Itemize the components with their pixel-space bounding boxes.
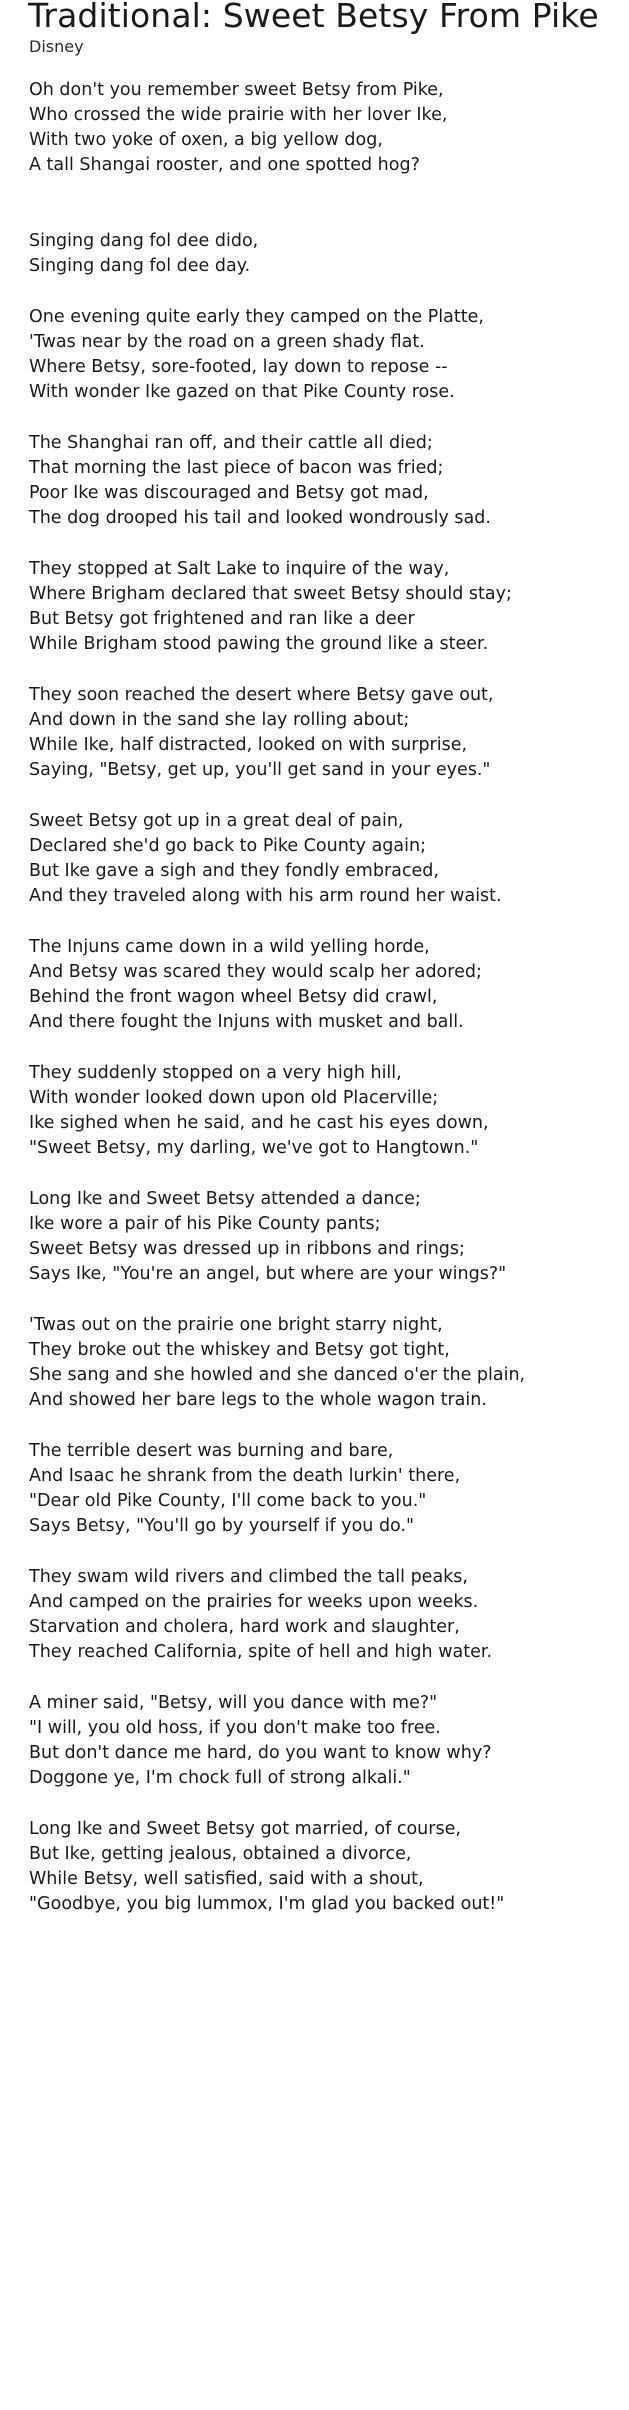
lyric-line: They suddenly stopped on a very high hill,: [29, 1063, 402, 1083]
lyric-line: And Isaac he shrank from the death lurkin' there,: [29, 1466, 461, 1486]
stanza-gap: [29, 279, 629, 305]
lyric-line: She sang and she howled and she danced o'er the plain,: [29, 1365, 526, 1385]
lyric-line: They soon reached the desert where Betsy gave out,: [29, 685, 494, 705]
lyric-line: Oh don't you remember sweet Betsy from Pike,: [29, 80, 444, 100]
stanza: [29, 557, 629, 657]
song-artist: Disney: [29, 37, 84, 56]
lyric-line: They stopped at Salt Lake to inquire of the way,: [29, 559, 450, 579]
lyric-line: Behind the front wagon wheel Betsy did crawl,: [29, 987, 438, 1007]
lyric-line: Where Betsy, sore-footed, lay down to repose --: [29, 357, 448, 377]
stanza-gap: [29, 1665, 629, 1691]
stanza: [29, 1187, 629, 1287]
stanza: [29, 1439, 629, 1539]
lyric-line: But Betsy got frightened and ran like a deer: [29, 609, 415, 629]
stanza-gap: [29, 1161, 629, 1187]
lyric-line: The dog drooped his tail and looked wondrously sad.: [29, 508, 491, 528]
stanza: [29, 1817, 629, 1917]
stanza: [29, 431, 629, 531]
lyric-line: And showed her bare legs to the whole wagon train.: [29, 1390, 487, 1410]
lyric-line: With wonder looked down upon old Placerville;: [29, 1088, 439, 1108]
stanza-gap: [29, 178, 629, 229]
lyric-line: And Betsy was scared they would scalp her adored;: [29, 962, 482, 982]
lyric-line: Long Ike and Sweet Betsy attended a dance;: [29, 1189, 421, 1209]
lyric-line: They reached California, spite of hell and high water.: [29, 1642, 493, 1662]
lyric-line: Where Brigham declared that sweet Betsy should stay;: [29, 584, 512, 604]
lyric-line: 'Twas near by the road on a green shady flat.: [29, 332, 425, 352]
lyric-line: One evening quite early they camped on the Platte,: [29, 307, 484, 327]
lyric-line: A miner said, "Betsy, will you dance with me?": [29, 1693, 438, 1713]
song-title: Traditional: Sweet Betsy From Pike: [28, 0, 599, 35]
lyric-line: And down in the sand she lay rolling about;: [29, 710, 410, 730]
lyric-line: But Ike gave a sigh and they fondly embraced,: [29, 861, 439, 881]
lyric-line: Poor Ike was discouraged and Betsy got mad,: [29, 483, 429, 503]
stanza-gap: [29, 1413, 629, 1439]
lyric-line: The Injuns came down in a wild yelling horde,: [29, 937, 430, 957]
lyric-line: Declared she'd go back to Pike County again;: [29, 836, 426, 856]
lyric-line: 'Twas out on the prairie one bright starry night,: [29, 1315, 443, 1335]
stanza-gap: [29, 1539, 629, 1565]
stanza: [29, 1061, 629, 1161]
stanza-gap: [29, 783, 629, 809]
stanza: [29, 305, 629, 405]
stanza-gap: [29, 1287, 629, 1313]
lyric-line: "I will, you old hoss, if you don't make too free.: [29, 1718, 441, 1738]
lyric-line: "Sweet Betsy, my darling, we've got to Hangtown.": [29, 1138, 479, 1158]
lyrics-body: [29, 78, 629, 1917]
lyric-line: With two yoke of oxen, a big yellow dog,: [29, 130, 383, 150]
stanza: [29, 1313, 629, 1413]
stanza: [29, 78, 629, 178]
stanza-gap: [29, 1791, 629, 1817]
stanza-gap: [29, 1035, 629, 1061]
lyric-line: Starvation and cholera, hard work and slaughter,: [29, 1617, 460, 1637]
lyric-line: The Shanghai ran off, and their cattle all died;: [29, 433, 433, 453]
lyric-line: Says Ike, "You're an angel, but where are your wings?": [29, 1264, 507, 1284]
stanza: [29, 1691, 629, 1791]
lyric-line: Doggone ye, I'm chock full of strong alkali.": [29, 1768, 411, 1788]
lyric-line: They swam wild rivers and climbed the tall peaks,: [29, 1567, 468, 1587]
lyric-line: The terrible desert was burning and bare,: [29, 1441, 394, 1461]
lyric-line: Ike wore a pair of his Pike County pants;: [29, 1214, 381, 1234]
lyric-line: "Dear old Pike County, I'll come back to you.": [29, 1491, 427, 1511]
stanza: [29, 1565, 629, 1665]
lyric-line: Singing dang fol dee day.: [29, 256, 251, 276]
lyric-line: Singing dang fol dee dido,: [29, 231, 259, 251]
lyric-line: That morning the last piece of bacon was fried;: [29, 458, 444, 478]
lyric-line: Says Betsy, "You'll go by yourself if you do.": [29, 1516, 415, 1536]
lyric-line: Long Ike and Sweet Betsy got married, of course,: [29, 1819, 461, 1839]
stanza-gap: [29, 405, 629, 431]
lyric-line: With wonder Ike gazed on that Pike County rose.: [29, 382, 455, 402]
lyric-line: While Ike, half distracted, looked on with surprise,: [29, 735, 468, 755]
lyric-line: And they traveled along with his arm round her waist.: [29, 886, 502, 906]
stanza: [29, 809, 629, 909]
lyric-line: And camped on the prairies for weeks upon weeks.: [29, 1592, 479, 1612]
lyric-line: While Betsy, well satisfied, said with a shout,: [29, 1869, 424, 1889]
stanza: [29, 229, 629, 279]
lyric-line: But don't dance me hard, do you want to know why?: [29, 1743, 492, 1763]
lyric-line: Sweet Betsy got up in a great deal of pain,: [29, 811, 404, 831]
stanza-gap: [29, 657, 629, 683]
stanza-gap: [29, 531, 629, 557]
lyric-line: And there fought the Injuns with musket and ball.: [29, 1012, 464, 1032]
lyric-line: Sweet Betsy was dressed up in ribbons and rings;: [29, 1239, 465, 1259]
lyric-line: A tall Shangai rooster, and one spotted hog?: [29, 155, 420, 175]
lyric-line: They broke out the whiskey and Betsy got tight,: [29, 1340, 450, 1360]
stanza: [29, 683, 629, 783]
lyric-line: Who crossed the wide prairie with her lover Ike,: [29, 105, 448, 125]
stanza: [29, 935, 629, 1035]
lyric-line: "Goodbye, you big lummox, I'm glad you backed out!": [29, 1894, 505, 1914]
stanza-gap: [29, 909, 629, 935]
lyric-line: While Brigham stood pawing the ground like a steer.: [29, 634, 489, 654]
lyric-line: Saying, "Betsy, get up, you'll get sand in your eyes.": [29, 760, 491, 780]
lyric-line: But Ike, getting jealous, obtained a divorce,: [29, 1844, 412, 1864]
lyric-line: Ike sighed when he said, and he cast his eyes down,: [29, 1113, 489, 1133]
